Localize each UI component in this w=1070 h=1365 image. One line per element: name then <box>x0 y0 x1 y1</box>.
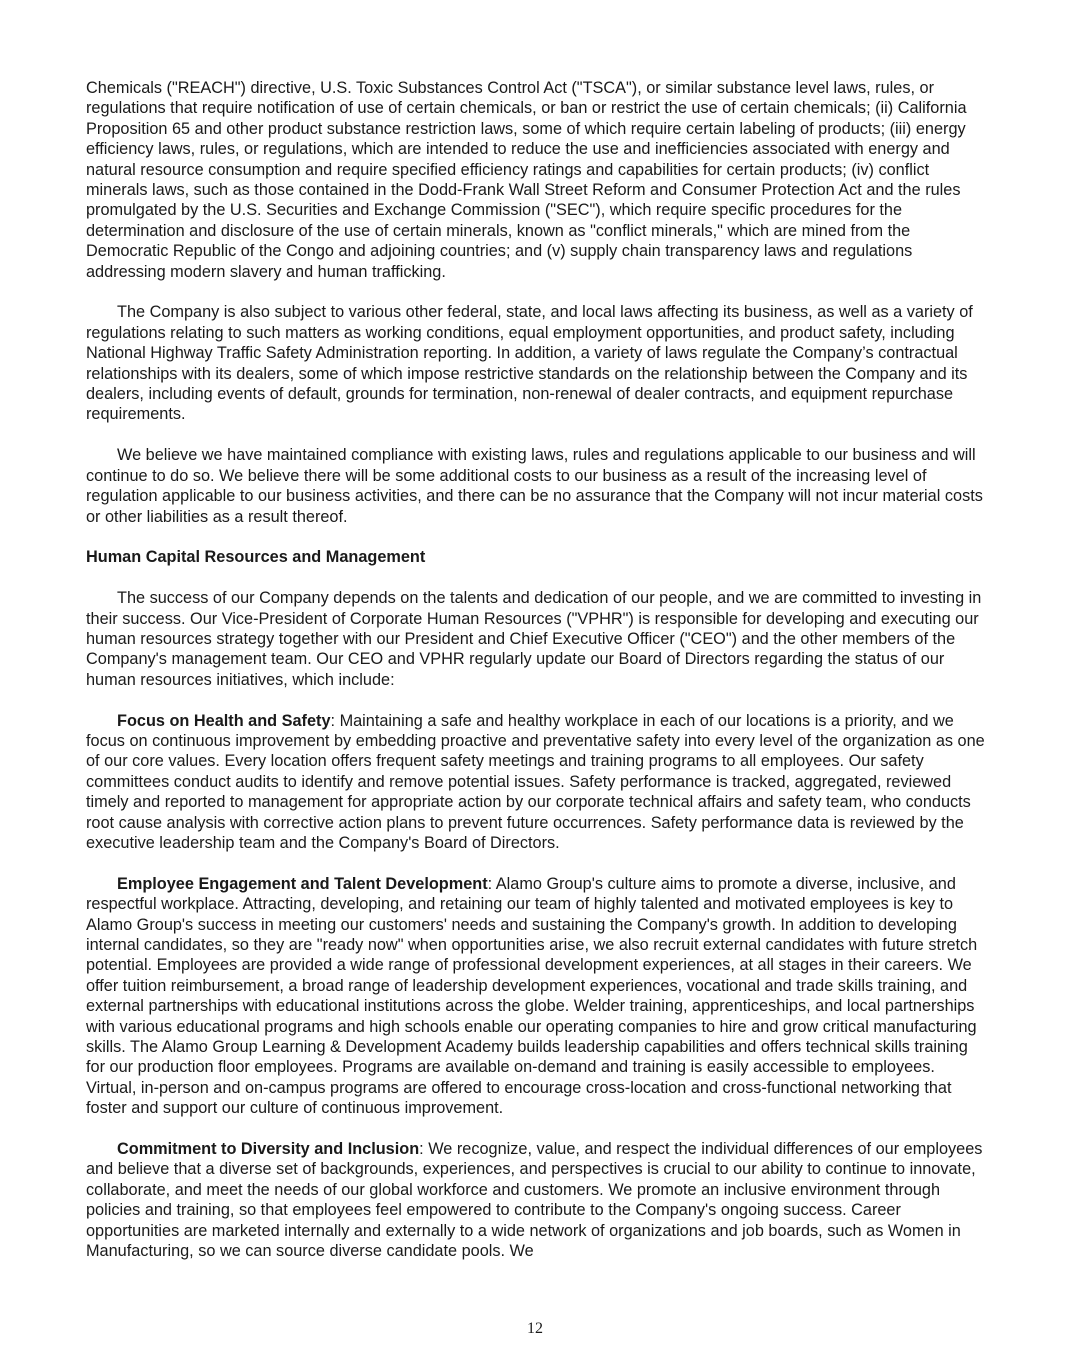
paragraph-engagement-talent <box>86 874 986 1119</box>
text-health-safety: : Maintaining a safe and healthy workplace in each of our locations is a priority, and we focus on continuous improvement by embedding proactive and preventative safety into every level of the organization as one of our core values. Every location offers frequent safety meetings and training programs to all employees. Our safety committees conduct audits to identify and remove potential issues. Safety performance is tracked, aggregated, reviewed timely and reported to management for appropriate action by our corporate technical affairs and safety team, who conducts root cause analysis with corrective action plans to prevent future occurrences. Safety performance data is reviewed by the executive leadership team and the Company's Board of Directors. <box>86 711 985 852</box>
lead-diversity-inclusion: Commitment to Diversity and Inclusion <box>117 1140 420 1159</box>
page-number: 12 <box>527 1320 543 1337</box>
text-engagement-talent: : Alamo Group's culture aims to promote a diverse, inclusive, and respectful workplace. Attracting, developing, and retaining our team of highly talented and motivated employees is key to Alamo Group's success in meeting our customers' needs and sustaining the Company's growth. In addition to developing internal candidates, so they are "ready now" when opportunities arise, we also recruit external candidates with future stretch potential. Employees are provided a wide range of professional development experiences, at all stages in their careers. We offer tuition reimbursement, a broad range of leadership development experiences, vocational and trade skills training, and external partnerships with educational institutions across the globe. Welder training, apprenticeships, and local partnerships with various educational programs and high schools enable our operating companies to hire and grow critical manufacturing skills. The Alamo Group Learning & Development Academy builds leadership capabilities and offers technical skills training for our production floor employees. Programs are available on-demand and training is easily accessible to employees. Virtual, in-person and on-campus programs are offered to encourage cross-location and cross-functional networking that foster and support our culture of continuous improvement. <box>86 874 978 1118</box>
lead-engagement-talent: Employee Engagement and Talent Development <box>117 874 488 893</box>
paragraph-health-safety <box>86 711 986 854</box>
paragraph-regulations-list: Chemicals ("REACH") directive, U.S. Toxic Substances Control Act ("TSCA"), or similar substance level laws, rules, or regulations that require notification of use of certain chemicals, or ban or restrict the use of certain chemicals; (ii) California Proposition 65 and other product substance restriction laws, some of which require certain labeling of products; (iii) energy efficiency laws, rules, or regulations, which are intended to reduce the use and inefficiencies associated with energy and natural resource consumption and require specified efficiency ratings and capabilities for certain products; (iv) conflict minerals laws, such as those contained in the Dodd-Frank Wall Street Reform and Consumer Protection Act and the rules promulgated by the U.S. Securities and Exchange Commission ("SEC"), which require specific procedures for the determination and disclosure of the use of certain minerals, known as "conflict minerals," which are mined from the Democratic Republic of the Congo and adjoining countries; and (v) supply chain transparency laws and regulations addressing modern slavery and human trafficking. <box>86 79 967 281</box>
paragraph-human-capital-intro: The success of our Company depends on the talents and dedication of our people, and we are committed to investing in their success. Our Vice-President of Corporate Human Resources ("VPHR") is responsible for developing and executing our human resources strategy together with our President and Chief Executive Officer ("CEO") and the other members of the Company's management team. Our CEO and VPHR regularly update our Board of Directors regarding the status of our human resources initiatives, which include: <box>86 589 982 689</box>
document-body <box>86 78 986 1282</box>
paragraph-other-laws: The Company is also subject to various other federal, state, and local laws affecting its business, as well as a variety of regulations relating to such matters as working conditions, equal employment opportunities, and product safety, including National Highway Traffic Safety Administration reporting. In addition, a variety of laws regulate the Company’s contractual relationships with its dealers, some of which impose restrictive standards on the relationship between the Company and its dealers, including events of default, grounds for termination, non-renewal of dealer contracts, and equipment repurchase requirements. <box>86 303 973 424</box>
paragraph-diversity-inclusion <box>86 1139 986 1261</box>
section-heading: Human Capital Resources and Management <box>86 548 426 567</box>
paragraph-compliance: We believe we have maintained compliance with existing laws, rules and regulations applicable to our business and will continue to do so. We believe there will be some additional costs to our business as a result of the increasing level of regulation applicable to our business activities, and there can be no assurance that the Company will not incur material costs or other liabilities as a result thereof. <box>86 446 983 526</box>
text-diversity-inclusion: : We recognize, value, and respect the individual differences of our employees and believe that a diverse set of backgrounds, experiences, and perspectives is crucial to our ability to continue to innovate, collaborate, and meet the needs of our global workforce and customers. We promote an inclusive environment through policies and training, so that employees feel empowered to contribute to the Company's ongoing success. Career opportunities are marketed internally and externally to a wide network of organizations and job boards, such as Women in Manufacturing, so we can source diverse candidate pools. We <box>86 1140 983 1261</box>
lead-health-safety: Focus on Health and Safety <box>117 711 331 730</box>
